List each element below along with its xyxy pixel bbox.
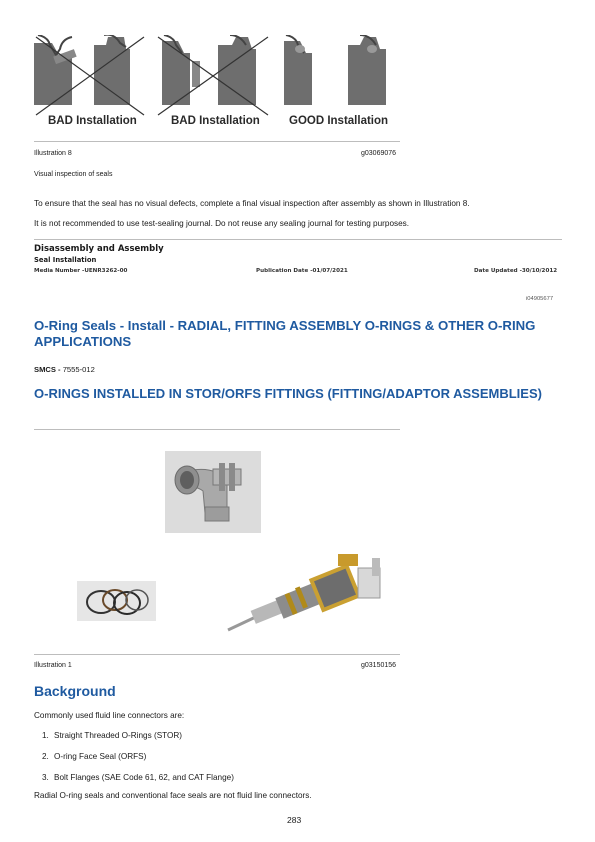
illustration-8-image bbox=[34, 35, 399, 138]
list-item-text: Straight Threaded O-Rings (STOR) bbox=[54, 731, 183, 740]
document-id: i04905677 bbox=[526, 296, 554, 302]
bad-installation-panel-2 bbox=[158, 35, 268, 115]
list-item: 2. O-ring Face Seal (ORFS) bbox=[42, 752, 147, 761]
injector-drawing bbox=[222, 546, 392, 638]
illustration-1-bottom-rule bbox=[34, 654, 400, 655]
list-item-text: Bolt Flanges (SAE Code 61, 62, and CAT Flange) bbox=[54, 773, 234, 782]
illustration-8-id: g03069076 bbox=[361, 150, 397, 157]
section-subtitle: Seal Installation bbox=[34, 256, 97, 264]
list-item: 3. Bolt Flanges (SAE Code 61, 62, and CAT Flange) bbox=[42, 773, 234, 782]
illustration-1-caption: Illustration 1 bbox=[34, 662, 72, 669]
publication-date: Publication Date -01/07/2021 bbox=[256, 268, 348, 274]
good-installation-panel bbox=[284, 35, 386, 105]
smcs-value: 7555-012 bbox=[62, 365, 95, 374]
background-intro: Commonly used fluid line connectors are: bbox=[34, 711, 185, 720]
background-heading: Background bbox=[34, 683, 116, 699]
date-updated: Date Updated -30/10/2012 bbox=[474, 268, 558, 274]
bad-installation-label-1: BAD Installation bbox=[48, 115, 137, 127]
illustration-1-top-rule bbox=[34, 429, 400, 430]
o-rings-drawing bbox=[77, 581, 156, 621]
page-number: 283 bbox=[287, 815, 302, 825]
illustration-1-id: g03150156 bbox=[361, 662, 397, 669]
paragraph-test-sealing: It is not recommended to use test-sealing journal. Do not reuse any sealing journal for testing purposes. bbox=[34, 219, 410, 228]
good-installation-label: GOOD Installation bbox=[289, 115, 389, 127]
smcs-line bbox=[34, 365, 95, 374]
connector-list bbox=[42, 731, 234, 794]
main-title: O-Ring Seals - Install - RADIAL, FITTING ASSEMBLY O-RINGS & OTHER O-RING APPLICATIONS bbox=[34, 318, 536, 349]
fitting-elbow-image bbox=[165, 451, 261, 533]
bad-installation-label-2: BAD Installation bbox=[171, 115, 260, 127]
background-outro: Radial O-ring seals and conventional face seals are not fluid line connectors. bbox=[34, 791, 312, 800]
section-rule bbox=[34, 239, 562, 240]
paragraph-visual-inspection: To ensure that the seal has no visual defects, complete a final visual inspection after assembly as shown in Illustration 8. bbox=[34, 199, 470, 208]
fuel-injector-image bbox=[222, 546, 392, 638]
elbow-fitting-drawing bbox=[165, 451, 261, 533]
sub-title: O-RINGS INSTALLED IN STOR/ORFS FITTINGS (FITTING/ADAPTOR ASSEMBLIES) bbox=[34, 386, 542, 401]
illustration-8-note: Visual inspection of seals bbox=[34, 171, 113, 178]
illustration-8-caption: Illustration 8 bbox=[34, 150, 72, 157]
section-title: Disassembly and Assembly bbox=[34, 244, 164, 254]
bad-installation-panel-1 bbox=[34, 35, 144, 115]
illustration-8-rule bbox=[34, 141, 400, 142]
list-item-text: O-ring Face Seal (ORFS) bbox=[54, 752, 147, 761]
smcs-label: SMCS - bbox=[34, 365, 61, 374]
media-number: Media Number -UENR3262-00 bbox=[34, 268, 128, 274]
list-item: 1. Straight Threaded O-Rings (STOR) bbox=[42, 731, 183, 740]
o-rings-image bbox=[77, 581, 156, 621]
